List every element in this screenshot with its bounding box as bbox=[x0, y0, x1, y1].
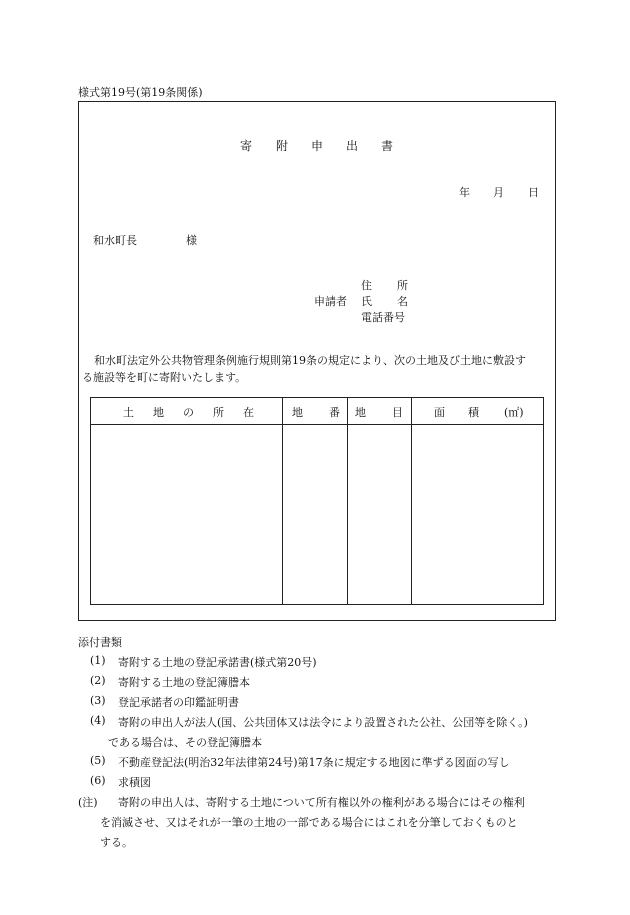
attachment-number: (5) bbox=[90, 754, 106, 767]
table-header-divider bbox=[91, 424, 543, 425]
attachment-number: (3) bbox=[90, 694, 106, 707]
name-label-char: 氏 bbox=[361, 295, 372, 308]
attachment-item bbox=[90, 654, 590, 670]
applicant-label: 申請者 bbox=[314, 295, 347, 308]
attachment-item bbox=[90, 754, 590, 770]
title-char: 書 bbox=[381, 139, 394, 153]
header-location-char: 在 bbox=[243, 406, 254, 419]
header-area-unit: (㎡) bbox=[504, 406, 524, 419]
table-column-divider bbox=[282, 398, 283, 604]
attachment-text: 寄附の申出人が法人(国、公共団体又は法令により設置された公社、公団等を除く。) bbox=[118, 716, 528, 729]
attachment-number: (6) bbox=[90, 774, 106, 787]
title-char: 寄 bbox=[240, 139, 253, 153]
attachment-number: (4) bbox=[90, 714, 106, 727]
title-char: 附 bbox=[276, 139, 289, 153]
attachment-text-continued: である場合は、その登記簿謄本 bbox=[108, 736, 262, 749]
attachment-item bbox=[90, 714, 590, 750]
phone-label: 電話番号 bbox=[361, 311, 405, 324]
addressee-name: 和水町長 bbox=[93, 234, 137, 247]
header-category-char: 地 bbox=[355, 406, 366, 419]
date-month: 月 bbox=[493, 186, 504, 199]
header-lot-char: 番 bbox=[329, 406, 340, 419]
attachment-number: (1) bbox=[90, 654, 106, 667]
header-location-char: の bbox=[183, 406, 194, 419]
table-column-divider bbox=[411, 398, 412, 604]
header-location-char: 所 bbox=[213, 406, 224, 419]
attachment-text: 寄附する土地の登記簿謄本 bbox=[118, 676, 250, 689]
attachment-item bbox=[90, 774, 590, 790]
body-text bbox=[82, 352, 552, 386]
attachment-number: (2) bbox=[90, 674, 106, 687]
note-line: 寄附の申出人は、寄附する土地について所有権以外の権利がある場合にはその権利 bbox=[118, 796, 525, 809]
addressee-honorific: 様 bbox=[186, 234, 197, 247]
title-char: 申 bbox=[311, 139, 324, 153]
note-line: する。 bbox=[100, 836, 133, 849]
name-label-char: 名 bbox=[397, 295, 408, 308]
header-area-char: 面 bbox=[434, 406, 445, 419]
attachment-item bbox=[90, 674, 590, 690]
attachment-text: 登記承諾者の印鑑証明書 bbox=[118, 696, 239, 709]
body-text-line: る施設等を町に寄附いたします。 bbox=[82, 371, 247, 384]
header-lot-char: 地 bbox=[292, 406, 303, 419]
header-location-char: 地 bbox=[153, 406, 164, 419]
body-text-line: 和水町法定外公共物管理条例施行規則第19条の規定により、次の土地及び土地に敷設す bbox=[94, 354, 526, 367]
header-location-char: 土 bbox=[123, 406, 134, 419]
date-year: 年 bbox=[459, 186, 470, 199]
land-table bbox=[90, 397, 544, 605]
table-column-divider bbox=[347, 398, 348, 604]
attachment-text: 求積図 bbox=[118, 776, 151, 789]
title-char: 出 bbox=[346, 139, 359, 153]
attachment-text: 寄附する土地の登記承諾書(様式第20号) bbox=[118, 656, 317, 669]
note-label: (注) bbox=[78, 796, 98, 809]
note-line: を消滅させ、又はそれが一筆の土地の一部である場合にはこれを分筆しておくものと bbox=[100, 816, 518, 829]
attachment-item bbox=[90, 694, 590, 710]
attachment-text: 不動産登記法(明治32年法律第24号)第17条に規定する地図に準ずる図面の写し bbox=[118, 756, 510, 769]
address-label-char: 所 bbox=[397, 279, 408, 292]
header-area-char: 積 bbox=[468, 406, 479, 419]
attachments-title: 添付書類 bbox=[78, 636, 122, 649]
header-category-char: 目 bbox=[392, 406, 403, 419]
form-number: 様式第19号(第19条関係) bbox=[78, 86, 203, 99]
address-label-char: 住 bbox=[361, 279, 372, 292]
date-day: 日 bbox=[528, 186, 539, 199]
